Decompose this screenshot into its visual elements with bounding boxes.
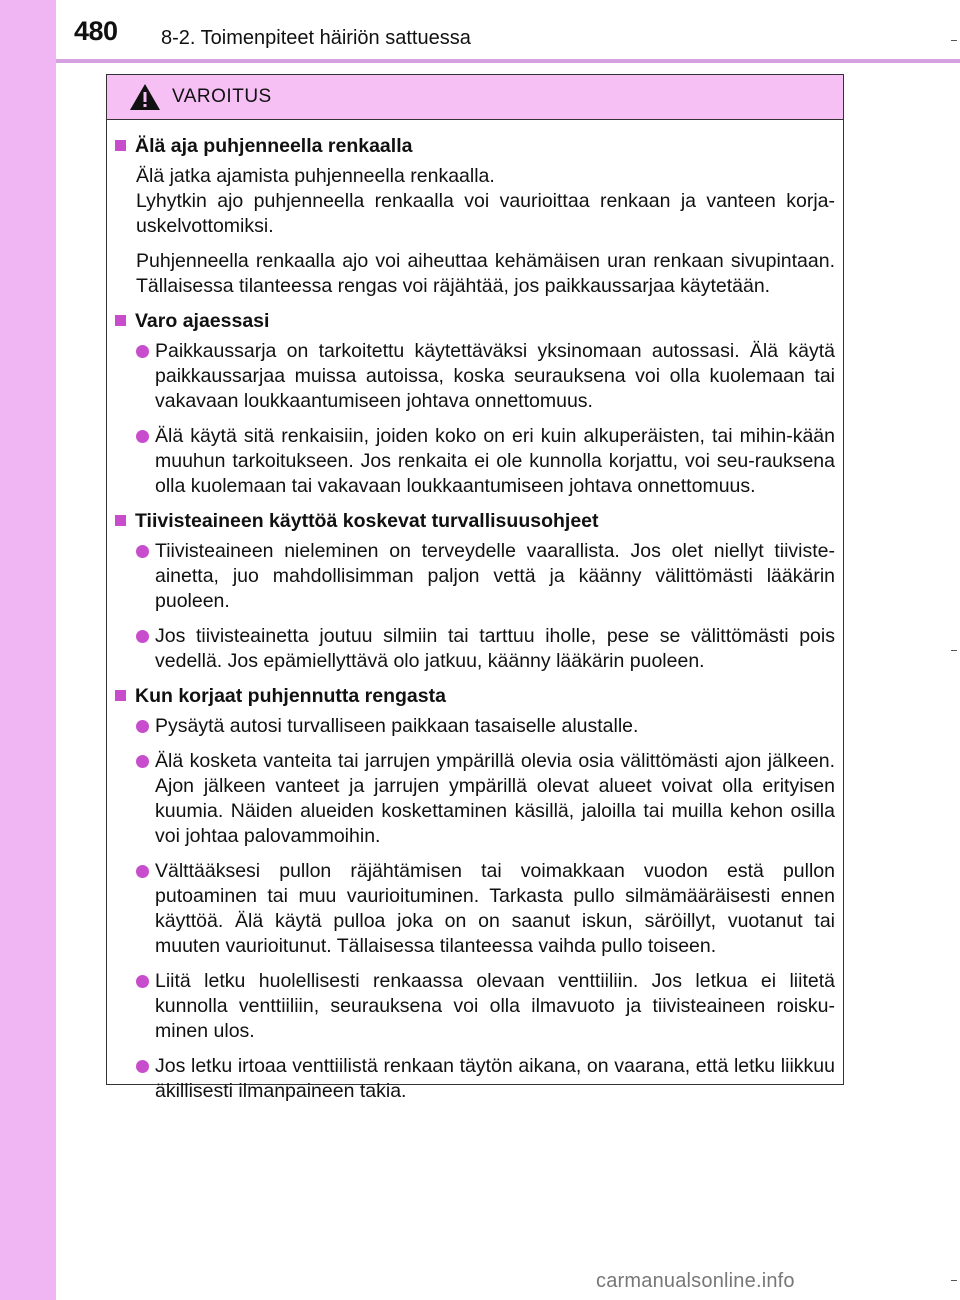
list-item [136,859,835,959]
watermark-text: carmanualsonline.info [596,1270,795,1292]
square-bullet-icon [115,140,126,151]
list-item-text: Älä käytä sitä renkaisiin, joiden koko on eri kuin alkuperäisten, tai mihin-kään muuhun tarkoitukseen. Jos renkaita ei ole kunnolla korjattu, voi seu-rauksena olla kuolemaan tai vakavaan loukkaantumiseen johtava onnettomuus. [155,425,835,497]
section-heading [115,509,835,534]
square-bullet-icon [115,315,126,326]
header-divider [56,59,960,63]
warning-title: VAROITUS [172,86,272,107]
crop-mark [951,650,957,651]
section-heading [115,684,835,709]
list-item-text: Jos letku irtoaa venttiilistä renkaan täytön aikana, on vaarana, että letku liikkuu äkillisesti ilmanpaineen takia. [155,1055,835,1102]
list-item [136,539,835,614]
paragraph: Älä jatka ajamista puhjenneella renkaalla. [136,165,495,187]
page-side-tab [0,0,56,1300]
circle-bullet-icon [136,630,149,643]
section-heading-text: Tiivisteaineen käyttöä koskevat turvallisuusohjeet [135,510,599,532]
list-item-text: Liitä letku huolellisesti renkaassa olevaan venttiiliin. Jos letkua ei liitetä kunnolla venttiiliin, seurauksena voi olla ilmavuoto ja tiivisteaineen roisku-minen ulos. [155,970,835,1042]
crop-mark [951,1280,957,1281]
warning-section [115,684,835,1104]
paragraph: Lyhytkin ajo puhjenneella renkaalla voi vaurioittaa renkaan ja vanteen korja-uskelvottomiksi. [136,190,835,237]
square-bullet-icon [115,690,126,701]
warning-box [106,74,844,1102]
list-item [136,969,835,1044]
list-item [136,424,835,499]
circle-bullet-icon [136,975,149,988]
list-item [136,624,835,674]
circle-bullet-icon [136,755,149,768]
circle-bullet-icon [136,720,149,733]
list-item [136,1054,835,1104]
list-item-text: Välttääksesi pullon räjähtämisen tai voimakkaan vuodon estä pullon putoaminen tai muu vaurioituminen. Tarkasta pullo silmämääräisesti ennen käyttöä. Älä käytä pulloa joka on on saanut iskun, säröillyt, vuotanut tai muuten vaurioitunut. Tällaisessa tilanteessa vaihda pullo toiseen. [155,860,835,957]
list-item [136,339,835,414]
section-heading-text: Varo ajaessasi [135,310,270,332]
list-item [136,714,835,739]
section-heading [115,134,835,159]
list-item-text: Älä kosketa vanteita tai jarrujen ympärillä olevia osia välittömästi ajon jälkeen. Ajon jälkeen vanteet ja jarrujen ympärillä olevat alueet voivat olla erityisen kuumia. Näiden alueiden koskettaminen käsillä, jaloilla tai muilla kehon osilla voi johtaa palovammoihin. [155,750,835,847]
warning-triangle-icon [129,83,161,111]
page-header [0,0,960,60]
warning-section [115,309,835,499]
section-title: 8-2. Toimenpiteet häiriön sattuessa [161,27,471,49]
warning-content [107,120,843,1104]
page-number: 480 [74,16,118,46]
warning-header [107,75,843,120]
section-heading-text: Älä aja puhjenneella renkaalla [135,135,413,157]
list-item-text: Jos tiivisteainetta joutuu silmiin tai tarttuu iholle, pese se välittömästi pois vedellä. Jos epämiellyttävä olo jatkuu, käänny lääkärin puoleen. [155,625,835,672]
list-item-text: Paikkaussarja on tarkoitettu käytettäväksi yksinomaan autossasi. Älä käytä paikkaussarjaa muissa autoissa, koska seurauksena voi olla kuolemaan tai vakavaan loukkaantumiseen johtava onnettomuus. [155,340,835,412]
circle-bullet-icon [136,545,149,558]
list-item [136,749,835,849]
warning-section [115,509,835,674]
list-item-text: Pysäytä autosi turvalliseen paikkaan tasaiselle alustalle. [155,715,639,737]
warning-section [115,134,835,299]
list-item-text: Tiivisteaineen nieleminen on terveydelle vaarallista. Jos olet niellyt tiiviste-ainetta, juo mahdollisimman paljon vettä ja käänny välittömästi lääkärin puoleen. [155,540,835,612]
paragraph: Puhjenneella renkaalla ajo voi aiheuttaa kehämäisen uran renkaan sivupintaan. Tällaisessa tilanteessa rengas voi räjähtää, jos paikkaussarjaa käytetään. [136,250,835,297]
square-bullet-icon [115,515,126,526]
crop-mark [951,40,957,41]
circle-bullet-icon [136,865,149,878]
section-heading-text: Kun korjaat puhjennutta rengasta [135,685,446,707]
circle-bullet-icon [136,1060,149,1073]
circle-bullet-icon [136,430,149,443]
section-heading [115,309,835,334]
circle-bullet-icon [136,345,149,358]
